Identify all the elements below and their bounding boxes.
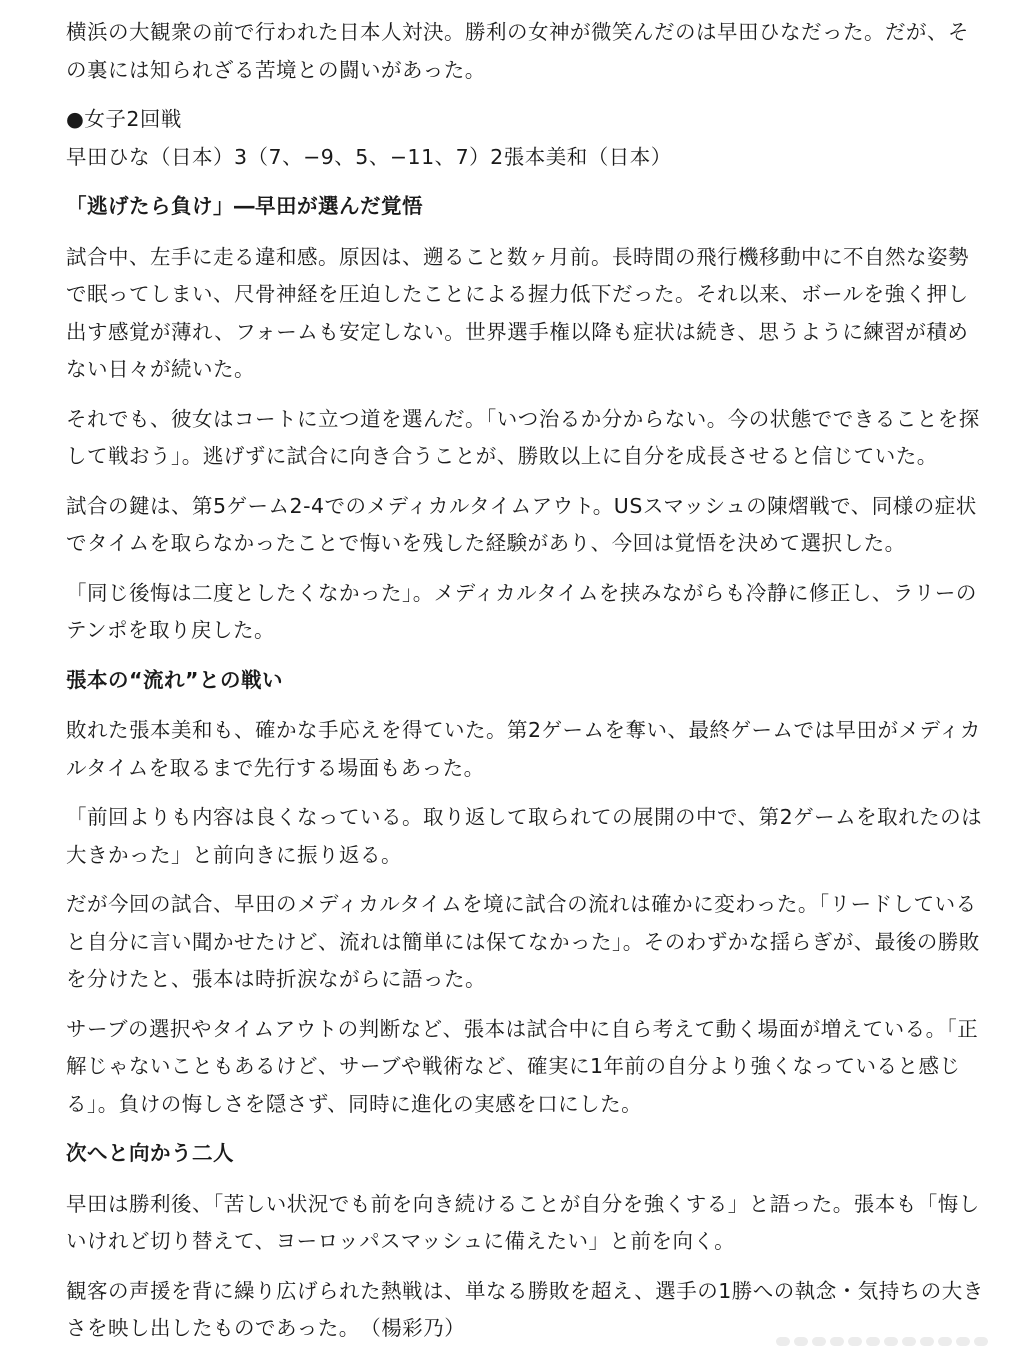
paragraph: 試合の鍵は、第5ゲーム2-4でのメディカルタイムアウト。USスマッシュの陳熠戦で、同様の症状でタイムを取らなかったことで悔いを残した経験があり、今回は覚悟を決めて選択した。 bbox=[66, 493, 977, 555]
match-result: 早田ひな（日本）3（7、−9、5、−11、7）2張本美和（日本） bbox=[66, 144, 672, 169]
paragraph: 試合中、左手に走る違和感。原因は、遡ること数ヶ月前。長時間の飛行機移動中に不自然な姿勢で眠ってしまい、尺骨神経を圧迫したことによる握力低下だった。それ以来、ボールを強く押し出す感覚が薄れ、フォームも安定しない。世界選手権以降も症状は続き、思うように練習が積めない日々が続いた。 bbox=[66, 244, 969, 381]
paragraph: だが今回の試合、早田のメディカルタイムを境に試合の流れは確かに変わった。「リードしていると自分に言い聞かせたけど、流れは簡単には保てなかった」。そのわずかな揺らぎが、最後の勝敗を分けたと、張本は時折涙ながらに語った。 bbox=[66, 892, 980, 991]
page-dot bbox=[902, 1337, 916, 1346]
paragraph: 「前回よりも内容は良くなっている。取り返して取られての展開の中で、第2ゲームを取れたのは大きかった」と前向きに振り返る。 bbox=[66, 805, 983, 867]
section-heading-1: 「逃げたら負け」―早田が選んだ覚悟 bbox=[66, 194, 423, 218]
page-dot bbox=[812, 1337, 826, 1346]
paragraph: サーブの選択やタイムアウトの判断など、張本は試合中に自ら考えて動く場面が増えている。「正解じゃないこともあるけど、サーブや戦術など、確実に1年前の自分より強くなっていると感じる」。負けの悔しさを隠さず、同時に進化の実感を口にした。 bbox=[66, 1016, 979, 1116]
page-dot bbox=[848, 1337, 862, 1346]
page-dot bbox=[956, 1337, 970, 1346]
paragraph: 敗れた張本美和も、確かな手応えを得ていた。第2ゲームを奪い、最終ゲームでは早田がメディカルタイムを取るまで先行する場面もあった。 bbox=[66, 718, 981, 780]
paragraph: それでも、彼女はコートに立つ道を選んだ。「いつ治るか分からない。今の状態でできることを探して戦おう」。逃げずに試合に向き合うことが、勝敗以上に自分を成長させると信じていた。 bbox=[66, 406, 980, 468]
page-dot bbox=[974, 1337, 988, 1346]
paragraph: 観客の声援を背に繰り広げられた熱戦は、単なる勝敗を超え、選手の1勝への執念・気持ちの大きさを映し出したものであった。 （楊彩乃） bbox=[66, 1278, 984, 1340]
section-heading-2: 張本の“流れ”との戦い bbox=[66, 667, 283, 692]
page-dot bbox=[938, 1337, 952, 1346]
page-dot bbox=[830, 1337, 844, 1346]
event-label: ●女子2回戦 bbox=[66, 107, 182, 131]
page-dot bbox=[794, 1337, 808, 1346]
page-dots bbox=[776, 1337, 988, 1346]
paragraph: 「同じ後悔は二度としたくなかった」。メディカルタイムを挟みながらも冷静に修正し、ラリーのテンポを取り戻した。 bbox=[66, 580, 977, 642]
paragraph: 早田は勝利後、「苦しい状況でも前を向き続けることが自分を強くする」と語った。張本も「悔しいけれど切り替えて、ヨーロッパスマッシュに備えたい」と前を向く。 bbox=[66, 1191, 980, 1253]
page-dot bbox=[776, 1337, 790, 1346]
section-heading-3: 次へと向かう二人 bbox=[66, 1141, 234, 1165]
article-body bbox=[66, 14, 988, 1360]
page-dot bbox=[920, 1337, 934, 1346]
intro-paragraph: 横浜の大観衆の前で行われた日本人対決。勝利の女神が微笑んだのは早田ひなだった。だが、その裏には知られざる苦境との闘いがあった。 bbox=[66, 20, 969, 82]
page-dot bbox=[866, 1337, 880, 1346]
page-dot bbox=[884, 1337, 898, 1346]
